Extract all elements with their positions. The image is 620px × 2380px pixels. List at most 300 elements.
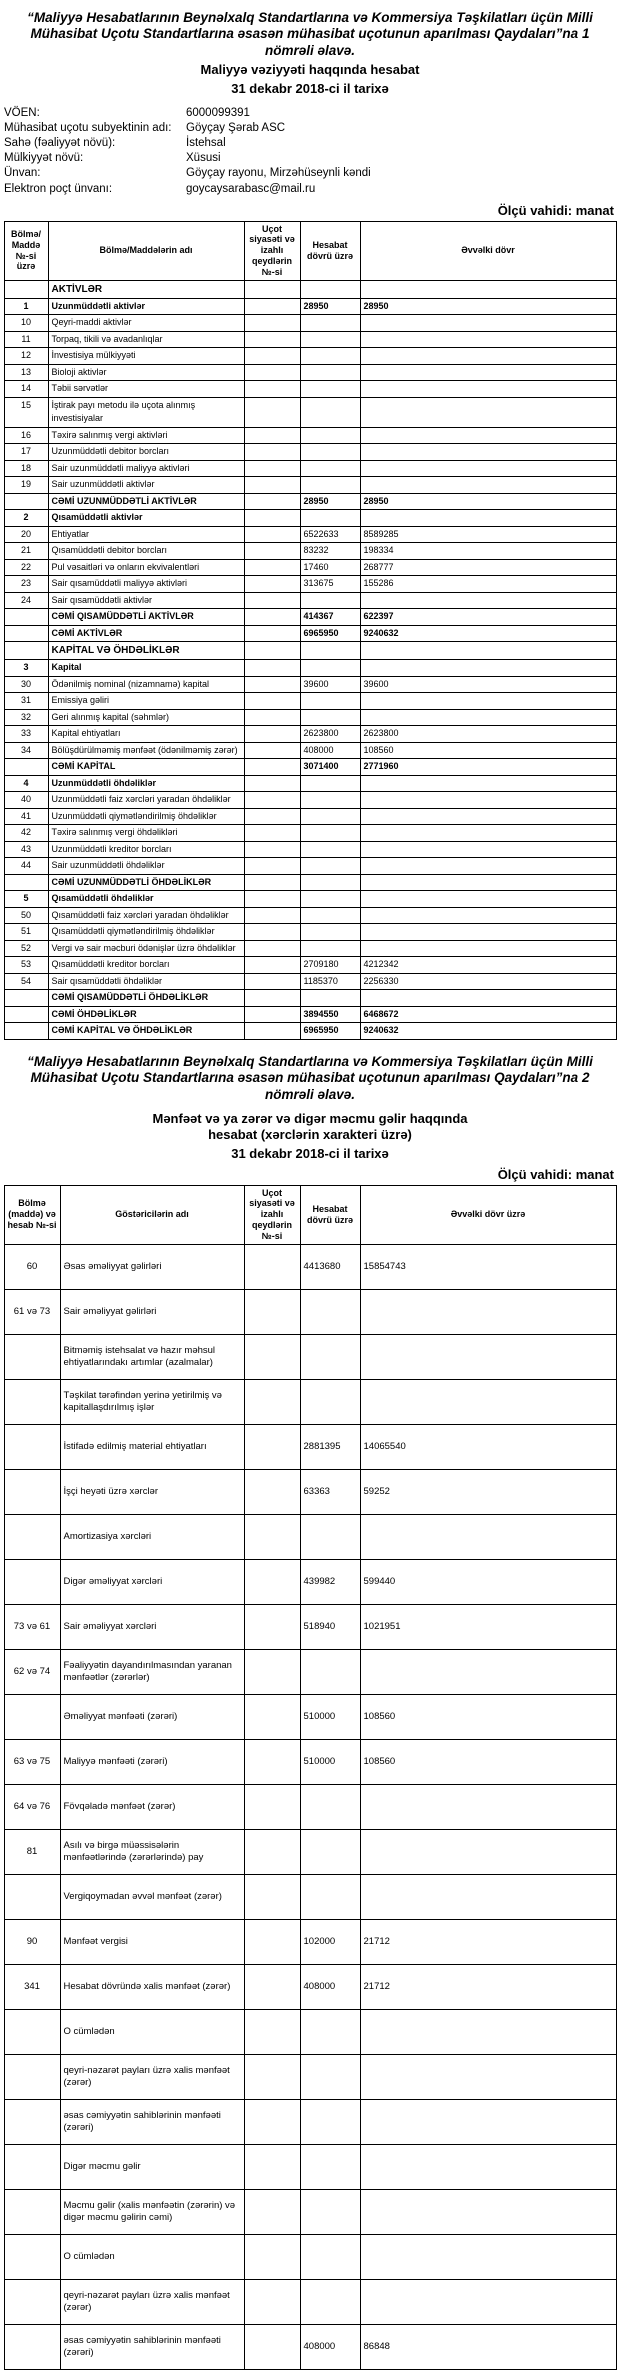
cell-row-name: CƏMİ UZUNMÜDDƏTLİ AKTİVLƏR [48,493,244,510]
cell-row-number: 62 və 74 [4,1649,60,1694]
cell-row-name: Uzunmüddətli qiymətləndirilmiş öhdəliklər [48,808,244,825]
cell-current-period: 102000 [300,1919,360,1964]
cell-current-period [300,858,360,875]
table-row [4,825,616,842]
cell-note-number [244,808,300,825]
cell-current-period [300,331,360,348]
table-header-row [4,1185,616,1244]
table-row [4,493,616,510]
cell-note-number [244,477,300,494]
cell-previous-period: 268777 [360,559,616,576]
cell-note-number [244,1559,300,1604]
info-row [4,106,620,121]
cell-row-name: Əsas əməliyyat gəlirləri [60,1244,244,1289]
table-row [4,526,616,543]
cell-row-name: AKTİVLƏR [48,280,244,298]
cell-previous-period [360,1829,616,1874]
cell-previous-period [360,2144,616,2189]
table-row [4,2279,616,2324]
cell-row-name: Uzunmüddətli kreditor borcları [48,841,244,858]
cell-row-number: 40 [4,792,48,809]
column-header: Göstəricilərin adı [60,1185,244,1244]
cell-current-period [300,1649,360,1694]
cell-note-number [244,2099,300,2144]
cell-current-period [300,825,360,842]
table-row [4,676,616,693]
cell-row-number [4,1514,60,1559]
cell-note-number [244,609,300,626]
cell-previous-period: 4212342 [360,957,616,974]
cell-row-number [4,642,48,660]
cell-current-period: 518940 [300,1604,360,1649]
cell-note-number [244,990,300,1007]
cell-row-number: 44 [4,858,48,875]
cell-row-name: Sair əməliyyat xərcləri [60,1604,244,1649]
cell-current-period: 408000 [300,2324,360,2369]
cell-note-number [244,642,300,660]
cell-note-number [244,1694,300,1739]
column-header: Bölmə/ Maddə №-si üzrə [4,221,48,280]
table-row [4,477,616,494]
cell-row-number: 3 [4,660,48,677]
cell-row-number [4,1424,60,1469]
cell-row-name: Bölüşdürülməmiş mənfəət (ödənilməmiş zərər) [48,742,244,759]
cell-current-period: 6522633 [300,526,360,543]
cell-previous-period [360,444,616,461]
cell-current-period [300,891,360,908]
table-row [4,1739,616,1784]
cell-row-name: Sair qısamüddətli öhdəliklər [48,973,244,990]
cell-previous-period [360,510,616,527]
entity-info [4,106,620,197]
cell-row-name: Sair uzunmüddətli aktivlər [48,477,244,494]
info-value: İstehsal [186,137,226,149]
cell-current-period [300,2279,360,2324]
table-row [4,559,616,576]
cell-note-number [244,709,300,726]
cell-row-number: 2 [4,510,48,527]
table-row [4,331,616,348]
cell-row-name: Təxirə salınmış vergi öhdəlikləri [48,825,244,842]
cell-row-number [4,1006,48,1023]
cell-previous-period [360,660,616,677]
cell-row-number: 22 [4,559,48,576]
cell-current-period: 39600 [300,676,360,693]
cell-previous-period: 39600 [360,676,616,693]
cell-row-number: 50 [4,907,48,924]
cell-note-number [244,1784,300,1829]
cell-current-period [300,2189,360,2234]
cell-note-number [244,775,300,792]
cell-note-number [244,825,300,842]
cell-note-number [244,1964,300,2009]
cell-row-number [4,2279,60,2324]
cell-row-number: 12 [4,348,48,365]
info-label: Mülkiyyət növü: [4,152,84,165]
cell-row-name: Fəaliyyətin dayandırılmasından yaranan mənfəətlər (zərərlər) [60,1649,244,1694]
cell-row-number [4,1334,60,1379]
cell-row-name: Hesabat dövründə xalis mənfəət (zərər) [60,1964,244,2009]
cell-row-name: Uzunmüddətli aktivlər [48,298,244,315]
cell-note-number [244,1874,300,1919]
cell-row-number: 63 və 75 [4,1739,60,1784]
cell-row-number: 31 [4,693,48,710]
cell-note-number [244,427,300,444]
cell-note-number [244,543,300,560]
cell-row-number [4,1874,60,1919]
cell-current-period [300,693,360,710]
cell-row-name: Digər məcmu gəlir [60,2144,244,2189]
cell-previous-period: 2623800 [360,726,616,743]
cell-previous-period: 198334 [360,543,616,560]
table-row [4,907,616,924]
cell-previous-period: 28950 [360,298,616,315]
table-row [4,742,616,759]
cell-row-name: İştirak payı metodu ilə uçota alınmış investisiyalar [48,397,244,427]
cell-row-name: Bitməmiş istehsalat və hazır məhsul ehtiyatlarındakı artımlar (azalmalar) [60,1334,244,1379]
cell-row-number: 5 [4,891,48,908]
cell-row-name: O cümlədən [60,2234,244,2279]
cell-previous-period: 622397 [360,609,616,626]
info-label: Mühasibat uçotu subyektinin adı: [4,121,172,134]
cell-current-period [300,874,360,891]
cell-current-period [300,477,360,494]
cell-note-number [244,693,300,710]
cell-note-number [244,940,300,957]
cell-row-number: 17 [4,444,48,461]
report2-date: 31 dekabr 2018-ci il tarixə [231,1145,389,1161]
cell-row-number: 51 [4,924,48,941]
table-row [4,381,616,398]
table-row [4,592,616,609]
column-header: Hesabat dövrü üzrə [300,221,360,280]
cell-note-number [244,957,300,974]
table-row [4,1023,616,1040]
cell-current-period [300,1829,360,1874]
table-row [4,2144,616,2189]
cell-row-name: Kapital ehtiyatları [48,726,244,743]
cell-note-number [244,364,300,381]
table-row [4,642,616,660]
cell-note-number [244,1244,300,1289]
table-row [4,792,616,809]
cell-row-number: 53 [4,957,48,974]
cell-row-name: CƏMİ UZUNMÜDDƏTLİ ÖHDƏLİKLƏR [48,874,244,891]
table-row [4,1334,616,1379]
cell-current-period [300,1289,360,1334]
table-row [4,2234,616,2279]
table-row [4,2324,616,2369]
annex-note-1: “Maliyyə Hesabatlarının Beynəlxalq Standartlarına və Kommersiya Təşkilatları üçün Milli Mühasibat Uçotu Standartlarına əsasən mühasibat uçotunun aparılması Qaydaları”na 1 nömrəli əlavə. [27,10,593,58]
cell-previous-period [360,2009,616,2054]
cell-current-period [300,460,360,477]
table-row [4,348,616,365]
cell-previous-period [360,460,616,477]
table-row [4,709,616,726]
cell-note-number [244,759,300,776]
cell-current-period [300,940,360,957]
cell-previous-period [360,1784,616,1829]
table-row [4,924,616,941]
cell-previous-period [360,1379,616,1424]
cell-previous-period [360,1874,616,1919]
cell-row-number: 15 [4,397,48,427]
cell-current-period [300,990,360,1007]
cell-previous-period [360,1649,616,1694]
cell-note-number [244,576,300,593]
cell-previous-period [360,1514,616,1559]
cell-row-number: 32 [4,709,48,726]
table-row [4,315,616,332]
cell-row-number [4,1469,60,1514]
cell-note-number [244,460,300,477]
cell-current-period: 6965950 [300,1023,360,1040]
cell-previous-period [360,280,616,298]
cell-previous-period [360,709,616,726]
cell-row-number: 14 [4,381,48,398]
cell-previous-period: 599440 [360,1559,616,1604]
cell-note-number [244,1006,300,1023]
cell-row-name: O cümlədən [60,2009,244,2054]
cell-previous-period: 28950 [360,493,616,510]
cell-row-number: 42 [4,825,48,842]
cell-row-name: Sair uzunmüddətli öhdəliklər [48,858,244,875]
cell-previous-period [360,381,616,398]
table-row [4,2189,616,2234]
info-value: Göyçay rayonu, Mirzəhüseynli kəndi [186,167,371,180]
table-row [4,280,616,298]
cell-row-name: Qısamüddətli faiz xərcləri yaradan öhdəliklər [48,907,244,924]
column-header: Uçot siyasəti və izahlı qeydlərin №-si [244,1185,300,1244]
cell-current-period: 313675 [300,576,360,593]
cell-row-number [4,1694,60,1739]
column-header: Uçot siyasəti və izahlı qeydlərin №-si [244,221,300,280]
cell-row-number: 13 [4,364,48,381]
cell-note-number [244,298,300,315]
cell-row-number [4,1379,60,1424]
cell-row-name: Təxirə salınmış vergi aktivləri [48,427,244,444]
table-row [4,660,616,677]
table-row [4,1424,616,1469]
cell-note-number [244,660,300,677]
cell-current-period [300,280,360,298]
cell-current-period [300,1874,360,1919]
cell-note-number [244,907,300,924]
cell-row-number: 341 [4,1964,60,2009]
table-row [4,957,616,974]
info-row [4,136,620,151]
table-row [4,1694,616,1739]
cell-current-period: 439982 [300,1559,360,1604]
table-row [4,1244,616,1289]
cell-row-name: CƏMİ ÖHDƏLİKLƏR [48,1006,244,1023]
cell-previous-period [360,477,616,494]
cell-note-number [244,1424,300,1469]
cell-note-number [244,2234,300,2279]
cell-row-number [4,2324,60,2369]
annex-note-2: “Maliyyə Hesabatlarının Beynəlxalq Standartlarına və Kommersiya Təşkilatları üçün Milli Mühasibat Uçotu Standartlarına əsasən mühasibat uçotunun aparılması Qaydaları”na 2 nömrəli əlavə. [27,1053,593,1102]
table-row [4,693,616,710]
cell-note-number [244,592,300,609]
table-row [4,397,616,427]
table-row [4,460,616,477]
table-header-row [4,221,616,280]
cell-current-period: 4413680 [300,1244,360,1289]
cell-previous-period [360,808,616,825]
cell-note-number [244,1334,300,1379]
cell-row-number: 73 və 61 [4,1604,60,1649]
cell-row-name: qeyri-nəzarət payları üzrə xalis mənfəət (zərər) [60,2279,244,2324]
cell-row-name: CƏMİ AKTİVLƏR [48,625,244,642]
cell-current-period [300,315,360,332]
cell-note-number [244,891,300,908]
cell-note-number [244,2009,300,2054]
cell-current-period [300,841,360,858]
cell-row-number [4,874,48,891]
cell-row-number: 64 və 76 [4,1784,60,1829]
cell-row-name: CƏMİ KAPİTAL VƏ ÖHDƏLİKLƏR [48,1023,244,1040]
cell-previous-period [360,792,616,809]
table-row [4,1289,616,1334]
cell-current-period [300,348,360,365]
cell-current-period: 2623800 [300,726,360,743]
cell-note-number [244,1829,300,1874]
cell-row-number: 43 [4,841,48,858]
income-statement-section [0,1054,620,2370]
cell-current-period: 17460 [300,559,360,576]
cell-note-number [244,1023,300,1040]
cell-previous-period [360,2234,616,2279]
table-row [4,808,616,825]
unit-label-2: Ölçü vahidi: manat [497,1166,614,1182]
cell-row-number: 81 [4,1829,60,1874]
table-row [4,427,616,444]
cell-previous-period: 155286 [360,576,616,593]
table-row [4,775,616,792]
table-row [4,990,616,1007]
cell-current-period: 2881395 [300,1424,360,1469]
table-row [4,1874,616,1919]
cell-current-period: 2709180 [300,957,360,974]
cell-previous-period: 6468672 [360,1006,616,1023]
column-header: Bölmə (maddə) və hesab №-si [4,1185,60,1244]
cell-row-name: əsas cəmiyyətin sahiblərinin mənfəəti (zərəri) [60,2099,244,2144]
cell-note-number [244,1514,300,1559]
cell-row-number: 23 [4,576,48,593]
cell-previous-period: 1021951 [360,1604,616,1649]
cell-current-period [300,592,360,609]
cell-previous-period: 2256330 [360,973,616,990]
cell-row-name: Amortizasiya xərcləri [60,1514,244,1559]
table-row [4,609,616,626]
cell-previous-period [360,693,616,710]
info-label: VÖEN: [4,106,40,119]
cell-row-number: 54 [4,973,48,990]
cell-current-period [300,2144,360,2189]
cell-note-number [244,742,300,759]
cell-previous-period [360,775,616,792]
cell-row-name: Uzunmüddətli öhdəliklər [48,775,244,792]
cell-note-number [244,510,300,527]
cell-row-number: 52 [4,940,48,957]
cell-previous-period [360,2099,616,2144]
cell-row-name: CƏMİ QISAMÜDDƏTLİ AKTİVLƏR [48,609,244,626]
cell-current-period: 3071400 [300,759,360,776]
cell-current-period [300,2009,360,2054]
cell-previous-period [360,874,616,891]
cell-current-period [300,709,360,726]
table-row [4,1604,616,1649]
cell-row-name: Sair uzunmüddətli maliyyə aktivləri [48,460,244,477]
cell-row-number [4,2099,60,2144]
cell-row-number: 16 [4,427,48,444]
table-row [4,726,616,743]
cell-row-name: Ehtiyatlar [48,526,244,543]
cell-row-number [4,2189,60,2234]
table-row [4,1784,616,1829]
cell-row-name: Geri alınmış kapital (səhmlər) [48,709,244,726]
cell-current-period: 3894550 [300,1006,360,1023]
cell-previous-period [360,2189,616,2234]
cell-row-number [4,493,48,510]
cell-row-name: Sair qısamüddətli maliyyə aktivləri [48,576,244,593]
cell-note-number [244,348,300,365]
cell-note-number [244,397,300,427]
table-row [4,858,616,875]
cell-current-period: 63363 [300,1469,360,1514]
cell-row-name: Torpaq, tikili və avadanlıqlar [48,331,244,348]
cell-note-number [244,792,300,809]
cell-current-period [300,510,360,527]
cell-row-name: İnvestisiya mülkiyyəti [48,348,244,365]
table-row [4,543,616,560]
cell-note-number [244,1919,300,1964]
table-row [4,940,616,957]
cell-previous-period [360,2279,616,2324]
cell-row-number: 90 [4,1919,60,1964]
cell-row-number: 19 [4,477,48,494]
cell-previous-period: 59252 [360,1469,616,1514]
cell-note-number [244,973,300,990]
cell-previous-period [360,907,616,924]
cell-note-number [244,858,300,875]
cell-current-period [300,2234,360,2279]
cell-row-name: Qısamüddətli aktivlər [48,510,244,527]
cell-row-name: Uzunmüddətli debitor borcları [48,444,244,461]
cell-row-name: CƏMİ KAPİTAL [48,759,244,776]
cell-current-period [300,924,360,941]
cell-row-number [4,609,48,626]
table-row [4,1559,616,1604]
cell-note-number [244,2189,300,2234]
cell-row-name: əsas cəmiyyətin sahiblərinin mənfəəti (zərəri) [60,2324,244,2369]
cell-current-period [300,808,360,825]
cell-previous-period [360,1334,616,1379]
cell-current-period: 510000 [300,1739,360,1784]
cell-row-number: 24 [4,592,48,609]
cell-row-name: CƏMİ QISAMÜDDƏTLİ ÖHDƏLİKLƏR [48,990,244,1007]
cell-row-number [4,625,48,642]
cell-note-number [244,331,300,348]
cell-row-number: 33 [4,726,48,743]
cell-note-number [244,493,300,510]
cell-current-period [300,364,360,381]
cell-row-name: KAPİTAL VƏ ÖHDƏLİKLƏR [48,642,244,660]
cell-note-number [244,1604,300,1649]
info-label: Ünvan: [4,167,41,180]
table-row [4,576,616,593]
cell-row-name: Emissiya gəliri [48,693,244,710]
